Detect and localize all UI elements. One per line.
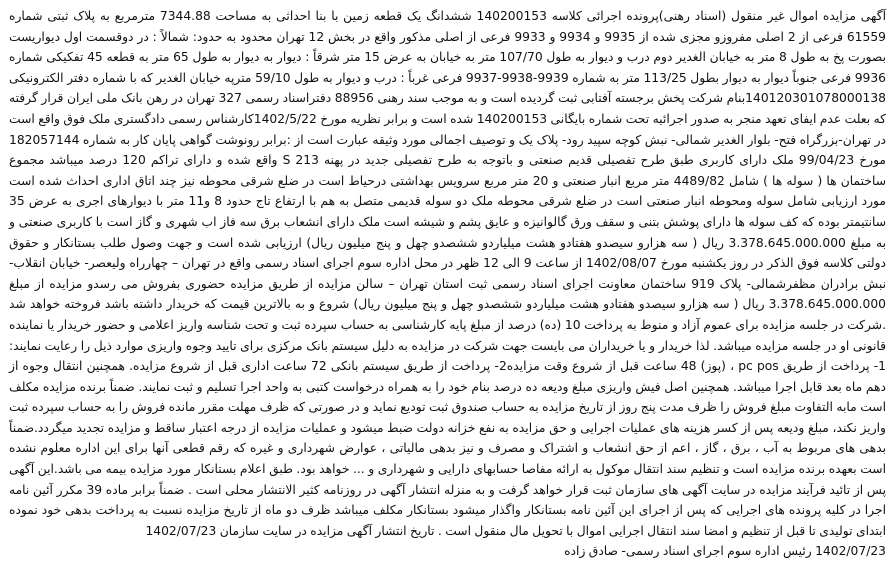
notice-body: آگهی مزایده اموال غیر منقول (اسناد رهنی)پرونده اجرائی کلاسه 140200153 ششدانگ یک قطعه زمین با بنا احداثی به مساحت 7344.88 مترمربع به پلاک ثبتی شماره 61559 فرعی از 2 اصلی مفروزو مجزی شده از 9935 و 9934 و 9933 فرعی از اصلی مذکور واقع در بخش 12 تهران محدود به حدود: شمالاً : در دوقسمت اول دیواریست بصورت پخ به طول 8 متر به خیابان الغدیر دوم درب و دیوار به طول 107/70 متر به خیابان به عرض 15 متر شرقاً : دیوار به دیوار به طول 65 متر به قطعه 45 تفکیکی شماره 9936 فرعی جنوباً دیوار به دیوار بطول 113/25 متر به شماره 9939-9938-9937 فرعی غرباً : درب و دیوار به طول 59/10 مترپه خیابان الغدیر که با شماره دفتر الکترونیکی 140120301078000138بنام شرکت پخش برجسته آفتابی ثبت گردیده است و به موجب سند رهنی 88956 دفتراسناد رسمی 327 تهران در رهن بانک ملی ایران قرار گرفته که بعلت عدم ایفای تعهد منجر به صدور اجرائیه تحت شماره بایگانی 140200153 شده است و برابر نظریه مورخ 1402/5/22کارشناس رسمی دادگستری ملک فوق واقع است در تهران-بزرگراه فتح- بلوار الغدیر شمالی- نبش کوچه سپید رود- پلاک یک و توصیف اجمالی مورد وثیقه عبارت است از :برابر رونوشت گواهی پایان کار به شماره 182057144 مورخ 99/04/23 ملک دارای کاربری طبق طرح تفصیلی قدیم صنعتی و باتوجه به طرح تفصیلی جدید در پهنه S 213 واقع شده و دارای تراکم 120 درصد میباشد مجموع ساختمان ها ( سوله ها ) شامل 4489/82 متر مربع انبار صنعتی و 20 متر مربع سرویس بهداشتی درحیاط است در ضلع شرقی محوطه نیز چند اتاق اداری احداث شده است مورد ارزیابی شامل سوله ومحوطه انبار صنعتی است در ضلع شرقی محوطه ملک دو سوله قدیمی متصل به هم با ارتفاع تاج حدود 8 و11 متر با دیوارهای اجری به عرض 35 سانتیمتر بوده که کف سوله ها دارای پوشش بتنی و سقف ورق گالوانیزه و عایق پشم و شیشه است ملک دارای انشعاب برق سه فاز اب شهری و گاز است با کاربری صنعتی و به مبلغ 3.378.645.000.000 ریال ( سه هزارو سیصدو هفتادو هشت میلیاردو ششصدو چهل و پنج میلیون ریال) ارزیابی شده است و جهت وصول طلب بستانکار و حقوق دولتی کلاسه فوق الذکر در روز یکشنبه مورخ 1402/08/07 از ساعت 9 الی 12 ظهر در محل اداره سوم اجرای اسناد رسمی واقع در تهران – چهارراه ولیعصر- خیابان انقلاب- نبش برادران مظفرشمالی- پلاک 919 ساختمان معاونت اجرای اسناد رسمی ثبت استان تهران – سالن مزایده از طریق مزایده حضوری بفروش می رسدو مزایده از مبلغ 3.378.645.000.000 ریال ( سه هزارو سیصدو هفتادو هشت میلیاردو ششصدو چهل و پنج میلیون ریال) شروع و به بالاترین قیمت که خریدار داشته باشد فروخته خواهد شد .شرکت در جلسه مزایده برای عموم آزاد و منوط به پرداخت 10 (ده) درصد از مبلغ پایه کارشناسی به حساب سپرده ثبت و تحت شناسه واریز اعلامی و حضور خریدار یا نماینده قانونی او در جلسه مزایده میباشد. لذا خریدار و یا خریداران می بایست جهت شرکت در مزایده به دلیل سیستم بانک مرکزی برای تایید وجوه واریزی موارد ذیل را رعایت نمایند: 1- پرداخت از طریق pc pos ، (پوز) 48 ساعت قبل از شروع وقت مزایده2- پرداخت از طریق سیستم بانکی 72 ساعت اداری قبل از شروع مزایده. همچنین انتقال وجوه از دهم ماه بعد قابل اجرا میباشد. همچنین اصل فیش واریزی مبلغ ودیعه ده درصد بنام خود را به همراه درخواست کتبی به واحد اجرا تسلیم و ثبت نمایند. ضمناً برنده مزایده مکلف است مابه التفاوت مبلغ فروش را ظرف مدت پنج روز از تاریخ مزایده به حساب صندوق ثبت تودیع نماید و در صورتی که ظرف مهلت مقرر مانده فروش را به حساب سپرده ثبت واریز نکند، مبلغ ودیعه پس از کسر هزینه های عملیات اجرایی و حق مزایده به نفع خزانه دولت ضبط میشود و عملیات مزایده از درجه اعتبار ساقط و مزایده تجدید میگردد.ضمناً بدهی های مربوط به آب ، برق ، گاز ، اعم از حق انشعاب و اشتراک و مصرف و نیز بدهی مالیاتی ، عوارض شهرداری و غیره که رقم قطعی آنها برای این اداره معلوم نشده است بعهده برنده مزایده است و تنظیم سند انتقال موکول به ارائه مفاصا حسابهای دارایی و شهرداری و ... خواهد بود. طبق اعلام بستانکار مورد مزایده بیمه می باشد.این آگهی پس از تائید فرآیند مزایده در سایت آگهی های سازمان ثبت قرار خواهد گرفت و به منزله انتشار آگهی در روزنامه کثیر الانتشار محلی است . ضمناً برابر ماده 39 مکرر آئین نامه اجرا در کلیه پرونده های اجرایی که پس از اجرای این آئین نامه بستانکار واگذار میشود بستانکار مکلف میباشد ظرف دو ماه از تاریخ مزایده نسبت به پرداخت بدهی خود نموده ابتدای تولیدی تا قبل از تنظیم و امضا سند انتقال اجرایی اموال با تحویل مال منقول است . تاریخ انتشار آگهی مزایده در سایت سازمان 1402/07/23	[9, 9, 887, 538]
notice-signature: 1402/07/23 رئیس اداره سوم اجرای اسناد رسمی- صادق زاده	[564, 544, 886, 559]
